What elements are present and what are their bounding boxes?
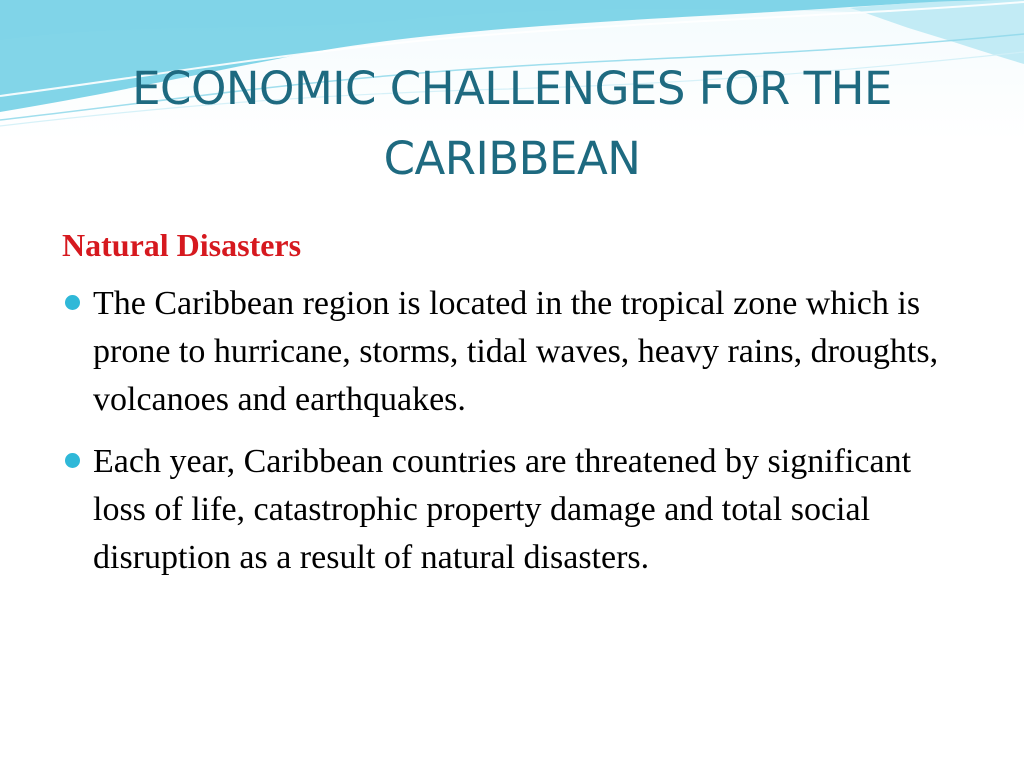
section-heading: Natural Disasters — [62, 227, 302, 263]
bullet-text: The Caribbean region is located in the tropical zone which is prone to hurricane, storms, tidal waves, heavy rains, droughts, volcanoes and earthquakes. — [93, 285, 939, 418]
slide-content — [62, 222, 962, 596]
bullet-dot-icon — [65, 295, 80, 310]
bullet-text: Each year, Caribbean countries are threatened by significant loss of life, catastrophic property damage and total social disruption as a result of natural disasters. — [93, 443, 912, 576]
bullet-item — [62, 438, 962, 582]
slide-title: ECONOMIC CHALLENGES FOR THE CARIBBEAN — [132, 62, 892, 185]
bullet-list — [62, 280, 962, 582]
bullet-dot-icon — [65, 453, 80, 468]
bullet-item — [62, 280, 962, 424]
